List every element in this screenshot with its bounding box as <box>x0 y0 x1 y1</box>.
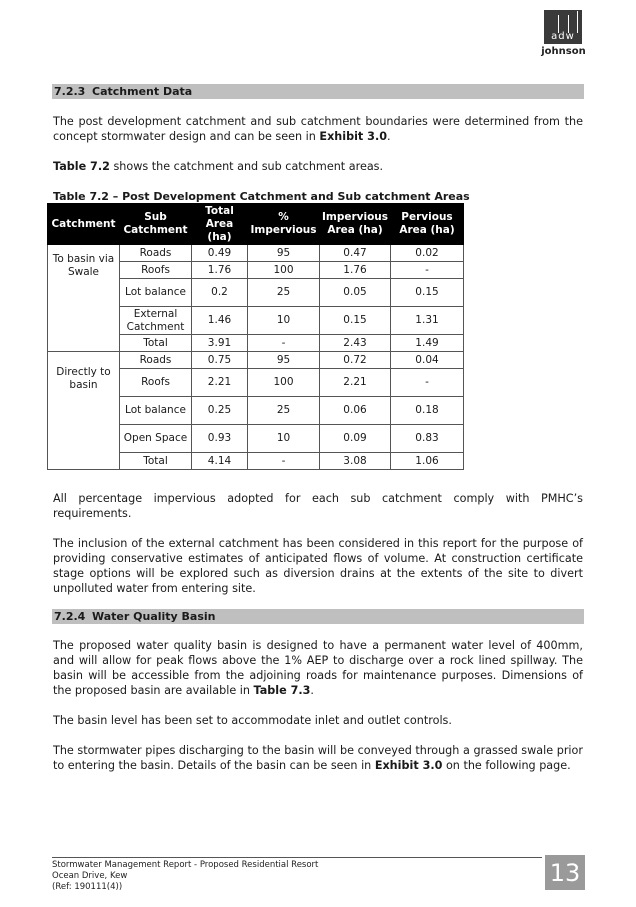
section-heading-catchment-data <box>52 84 584 99</box>
paragraph-percentage-impervious: All percentage impervious adopted for each sub catchment comply with PMHC’s requirements. <box>53 492 583 520</box>
table-reference: Table 7.2 <box>53 160 110 173</box>
table-caption: Table 7.2 – Post Development Catchment and Sub catchment Areas <box>53 190 470 203</box>
catchment-group-cell: Directly to basin <box>48 352 120 470</box>
table-cell: - <box>248 335 320 352</box>
table-cell: Roads <box>120 245 192 262</box>
header-percent-impervious: % Impervious <box>248 204 320 245</box>
logo-mark-box <box>544 10 582 44</box>
table-cell: 0.25 <box>192 397 248 425</box>
table-cell: 0.93 <box>192 425 248 453</box>
table-cell: 0.2 <box>192 279 248 307</box>
header-catchment: Catchment <box>48 204 120 245</box>
paragraph-end: . <box>310 684 314 697</box>
paragraph-basin-design <box>53 638 583 698</box>
table-cell: 1.76 <box>192 262 248 279</box>
table-cell: Roads <box>120 352 192 369</box>
table-cell: 0.05 <box>320 279 391 307</box>
table-cell: Roofs <box>120 369 192 397</box>
table-cell: 0.75 <box>192 352 248 369</box>
table-cell: 2.21 <box>320 369 391 397</box>
table-cell: 95 <box>248 352 320 369</box>
table-cell: 3.91 <box>192 335 248 352</box>
table-cell: - <box>391 369 464 397</box>
catchment-group-cell: To basin via Swale <box>48 245 120 352</box>
table-cell: 0.18 <box>391 397 464 425</box>
table-header-row <box>48 204 464 245</box>
table-cell: 0.47 <box>320 245 391 262</box>
table-cell: 3.08 <box>320 453 391 470</box>
logo-mark-text: adw <box>551 31 575 42</box>
table-cell: 4.14 <box>192 453 248 470</box>
paragraph-text: The proposed water quality basin is designed to have a permanent water level of 400mm, and will allow for peak flows above the 1% AEP to discharge over a rock lined spillway. The basin will be accessible from the adjoining roads for maintenance purposes. Dimensions of the proposed basin are available in <box>53 639 583 697</box>
table-cell: - <box>248 453 320 470</box>
table-cell: Open Space <box>120 425 192 453</box>
paragraph-external-catchment: The inclusion of the external catchment has been considered in this report for the purpose of providing conservative estimates of anticipated flows of volume. At construction certificate stage options will be explored such as diversion drains at the extents of the site to divert unpolluted water from entering site. <box>53 537 583 595</box>
paragraph-end: on the following page. <box>442 759 571 772</box>
table-cell: 0.49 <box>192 245 248 262</box>
table-cell: 0.15 <box>391 279 464 307</box>
table-cell: 100 <box>248 369 320 397</box>
logo-name-text: johnson <box>541 46 586 57</box>
exhibit-reference: Exhibit 3.0 <box>319 130 387 143</box>
logo-bar <box>577 11 578 33</box>
table-cell: Total <box>120 335 192 352</box>
paragraph-end: . <box>386 130 391 143</box>
table-cell: Total <box>120 453 192 470</box>
section-title: Catchment Data <box>92 85 193 98</box>
table-reference: Table 7.3 <box>253 684 311 697</box>
table-row <box>48 245 464 262</box>
paragraph-table-intro <box>53 159 583 174</box>
table-cell: 1.46 <box>192 307 248 335</box>
paragraph-catchment-boundaries <box>53 114 583 144</box>
page-number: 13 <box>545 855 585 890</box>
table-cell: 0.83 <box>391 425 464 453</box>
header-pervious-area: Pervious Area (ha) <box>391 204 464 245</box>
header-impervious-area: Impervious Area (ha) <box>320 204 391 245</box>
table-cell: - <box>391 262 464 279</box>
table-cell: Lot balance <box>120 397 192 425</box>
header-total-area: Total Area (ha) <box>192 204 248 245</box>
table-cell: 2.43 <box>320 335 391 352</box>
table-cell: 2.21 <box>192 369 248 397</box>
table-row <box>48 352 464 369</box>
table-cell: 1.49 <box>391 335 464 352</box>
section-number: 7.2.3 <box>54 85 86 98</box>
table-cell: 10 <box>248 307 320 335</box>
company-logo <box>541 10 586 60</box>
table-cell: 0.72 <box>320 352 391 369</box>
header-sub-catchment: Sub Catchment <box>120 204 192 245</box>
catchment-table <box>47 203 464 470</box>
paragraph-text: The post development catchment and sub catchment boundaries were determined from the concept stormwater design and can be seen in <box>53 115 583 143</box>
paragraph-text: The stormwater pipes discharging to the basin will be conveyed through a grassed swale prior to entering the basin. Details of the basin can be seen in <box>53 744 583 772</box>
table-cell: External Catchment <box>120 307 192 335</box>
footer-reference: (Ref: 190111(4)) <box>52 882 123 892</box>
paragraph-stormwater-pipes <box>53 743 583 773</box>
footer-location: Ocean Drive, Kew <box>52 871 128 881</box>
paragraph-basin-level: The basin level has been set to accommodate inlet and outlet controls. <box>53 714 452 727</box>
section-heading-water-quality-basin <box>52 609 584 624</box>
table-cell: 0.09 <box>320 425 391 453</box>
table-cell: 0.04 <box>391 352 464 369</box>
paragraph-text: shows the catchment and sub catchment areas. <box>109 160 384 173</box>
table-cell: 10 <box>248 425 320 453</box>
table-cell: 1.76 <box>320 262 391 279</box>
table-cell: 100 <box>248 262 320 279</box>
exhibit-reference: Exhibit 3.0 <box>374 759 443 772</box>
table-cell: Lot balance <box>120 279 192 307</box>
table-cell: 1.31 <box>391 307 464 335</box>
table-cell: 25 <box>248 279 320 307</box>
footer-text <box>52 860 318 893</box>
table-cell: Roofs <box>120 262 192 279</box>
table-cell: 25 <box>248 397 320 425</box>
table-cell: 95 <box>248 245 320 262</box>
table-cell: 0.06 <box>320 397 391 425</box>
table-cell: 1.06 <box>391 453 464 470</box>
footer-divider <box>52 857 542 858</box>
section-number: 7.2.4 <box>54 610 86 623</box>
footer-report-title: Stormwater Management Report - Proposed Residential Resort <box>52 860 319 870</box>
section-title: Water Quality Basin <box>92 610 216 623</box>
table-cell: 0.15 <box>320 307 391 335</box>
table-cell: 0.02 <box>391 245 464 262</box>
